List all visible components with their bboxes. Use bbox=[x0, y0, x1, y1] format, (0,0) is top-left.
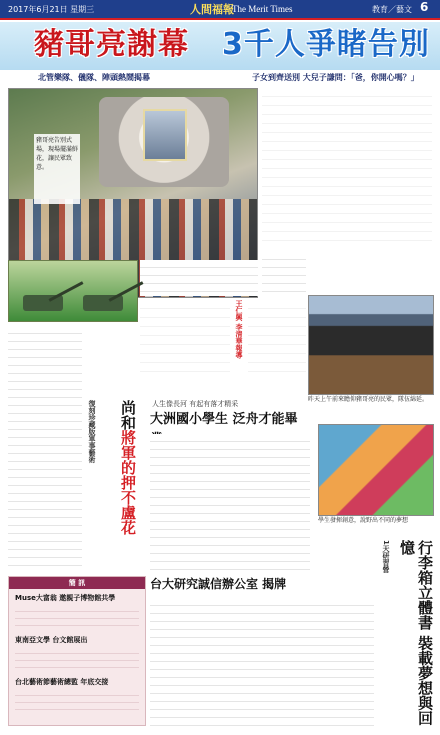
brief-body bbox=[15, 689, 139, 715]
article-column-left bbox=[8, 326, 82, 571]
subheadline-right: 子女到齊送別 大兒子謙問：「爸，你開心嗎？」 bbox=[252, 73, 419, 82]
feature-title-part: 尚和 bbox=[119, 400, 137, 430]
brief-body bbox=[15, 605, 139, 631]
newspaper-logo-en: The Merit Times bbox=[232, 4, 293, 14]
article-column-middle bbox=[248, 300, 306, 380]
page-number: 6 bbox=[420, 0, 429, 14]
artillery-art-image bbox=[8, 260, 138, 322]
feature-kicker-left: 復刻珍藏版軍事藝術 bbox=[88, 400, 96, 463]
issue-date: 2017年6月21日 星期三 bbox=[8, 5, 95, 14]
headline-secondary: 3千人爭睹告別 bbox=[222, 27, 430, 62]
feature-title-red: 將軍的押不盧花 bbox=[119, 430, 137, 535]
portrait-image bbox=[143, 109, 187, 161]
article-title: 大洲國小學生 泛舟才能畢 bbox=[150, 412, 298, 427]
brief-title: 東南亞文學 台文館展出 bbox=[15, 636, 88, 644]
section-name: 教育／藝文 bbox=[372, 5, 412, 14]
news-briefs-header: 簡 訊 bbox=[9, 577, 145, 589]
headline-primary: 豬哥亮謝幕 bbox=[34, 27, 189, 62]
subheadline-left: 北管樂隊、儀隊、陣頭熱鬧揭幕 bbox=[38, 73, 150, 82]
article-body bbox=[150, 434, 310, 570]
newspaper-logo: 人間福報 bbox=[190, 3, 234, 16]
article-column-middle bbox=[140, 300, 230, 380]
photo-caption: 豬哥亮告別式場，現場擺滿鮮花，讓民眾致意。 bbox=[34, 134, 80, 204]
page-header bbox=[0, 0, 440, 20]
subheadline-row bbox=[0, 70, 440, 86]
ntu-article-body bbox=[150, 598, 374, 726]
article-column-filler bbox=[262, 252, 306, 294]
feature-title-right: 行李箱立體書 裝載夢想與回憶 bbox=[398, 540, 434, 726]
queue-photo-caption: 昨天上午前來瞻仰豬哥亮的民眾，隊伍綿延。 bbox=[308, 396, 429, 403]
students-photo-caption: 學生發揮創意，說野出不同的夢想 bbox=[318, 517, 409, 524]
news-briefs-box bbox=[8, 576, 146, 726]
brief-title: 台北藝術節藝術總監 年底交接 bbox=[15, 678, 109, 686]
article-kicker: 人生像長河 有起有落才精采 bbox=[152, 400, 239, 408]
students-photo bbox=[318, 424, 434, 516]
headline-banner bbox=[0, 22, 440, 70]
brief-body bbox=[15, 647, 139, 673]
cannon-barrel-image bbox=[49, 281, 84, 301]
article-column-filler bbox=[140, 260, 258, 296]
article-column-right bbox=[262, 88, 432, 248]
ntu-article-title: 台大研究誠信辦公室 揭牌 bbox=[150, 577, 287, 591]
brief-title: Muse大富翁 邀親子博物館共學 bbox=[15, 594, 116, 602]
byline-vertical: 王仁興 李清華報導 bbox=[235, 300, 243, 359]
feature-kicker-right: 1天研習營 bbox=[382, 540, 390, 573]
feature-title-left bbox=[104, 400, 136, 580]
queue-photo bbox=[308, 295, 434, 395]
